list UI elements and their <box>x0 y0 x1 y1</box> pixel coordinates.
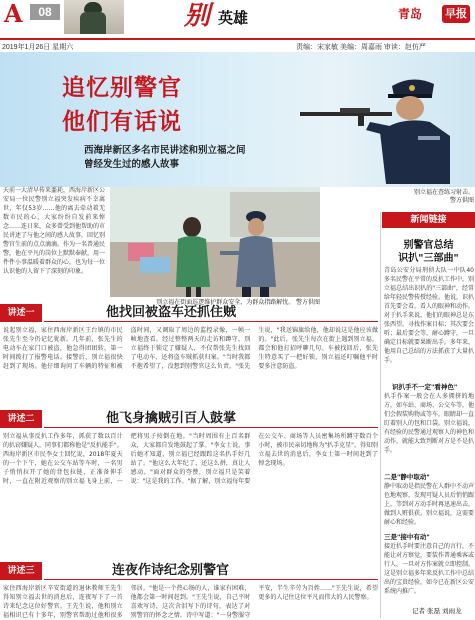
section-1-body: 说起别立福，家住西海岸新区王台镇的市民张先生至今仍记忆犹新。几年前，张先生的电动车在家门口被盗，他急得团团转，第一时间拨打了报警电话。接警后，别立福很快赶到了现场。他仔细询问了车辆的特征和被盗时间，又调取了周边的监控录像，一帧一帧地查看。经过整整两天的走访和蹲守，别立福终于锁定了嫌疑人，不仅帮张先生找回了电动车，还将盗车贼抓获归案。"当时我都不抱希望了，没想到别警官这么负责。"张先生说，"我送锦旗给他，他却说这是他应该做的。"此后，张先生每次在街上遇到别立福，都会和他打招呼聊几句。车被找回后，张先生特意买了一把好锁，别立福还叮嘱他平时要多注意防盗。 <box>3 327 378 370</box>
section-1-header <box>0 304 378 322</box>
page-number: 08 <box>30 4 60 20</box>
column-title-main: 别 <box>184 1 211 31</box>
sidebar-para-1: 扒手作案一般会在人多拥挤的地方，如车站、商场、公交车等，他们会假装购物或等车，眼睛却一直盯着别人的包和口袋。别立福说，有经验的民警通过观察人的神色和动作，就能大致判断对方是不是扒手。 <box>384 393 474 454</box>
headline-line-2: 他们有话说 <box>62 108 182 135</box>
street-photo-caption-text: 别立福在街面巡逻维护群众安全，为群众指路解忧。 <box>156 300 295 306</box>
sidebar-sub-2: 二是"静中取动" <box>384 473 430 481</box>
section-2-label: 讲述二 <box>0 410 42 428</box>
police-shooting-photo <box>300 72 450 184</box>
section-3-header <box>0 562 378 580</box>
subhead-line-1: 西海岸新区多名市民讲述和别立福之间 <box>84 145 246 156</box>
header-soldier-photo <box>64 0 124 34</box>
street-patrol-photo <box>110 187 320 297</box>
editor-line: 责编：宋家敏 美编：周嘉雨 审读：赵仿严 <box>296 44 426 51</box>
section-3-title: 连夜作诗纪念别警官 <box>112 563 230 578</box>
hero-banner <box>0 52 475 187</box>
lead-paragraph: 天前一大清早传来噩耗，西海岸新区公安局一位民警别立福突发疾病不幸离世，年仅53岁……他的离去牵动着无数市民的心，大家纷纷自发前来悼念……连日来，众多曾受到他帮助的市民讲述了与他之间的感人故事，回忆别警官生前的点点滴滴。作为一名普通民警，他在平凡的岗位上默默奉献，用一件件小事温暖着群众的心，也为每一位认识他的人留下了深刻的印象。 <box>3 187 105 275</box>
sidebar-para-2: 静中取动是指民警在人群中不动声色地观察，发现可疑人员后悄悄跟上，等到对方动手时再迅速出击，做到人赃俱获。别立福说，这需要耐心和经验。 <box>384 483 474 526</box>
section-letter: A <box>4 0 23 28</box>
column-title <box>184 2 284 30</box>
street-patrol-photo-art <box>110 187 320 297</box>
sidebar-reporter: 记者 张磊 刘雨龙 <box>412 607 462 615</box>
news-link-sidebar <box>382 212 475 620</box>
headline-line-1: 追忆别警官 <box>62 74 182 101</box>
section-1-title: 他找回被盗车还抓住贼 <box>106 305 237 320</box>
section-2-body: 别立福从事反扒工作多年，抓获了数以百计的扒窃嫌疑人，同事们都称他是"反扒能手"。西海岸新区市民李女士回忆说，2018年夏天的一个下午，她在公交车站等车时，一名男子悄悄拉开了她的背包拉链，正准备伸手时，一直在附近观察的别立福飞身上前，一把将男子按倒在地。"当时周围有上百名群众，大家都自发地鼓起了掌。"李女士说，事后她才知道，别立福已经跟踪这名扒手好几站了。"他这么大年纪了，还这么拼，真让人感动。"面对群众的夸赞，别立福只是笑着说："这是我的工作。"据了解，别立福每年要在公交车、商场等人员密集场所蹲守数百个小时，被市民亲切地称为"扒手克星"。得知别立福去世的消息后，李女士第一时间赶到了悼念现场。 <box>3 433 378 485</box>
header-rule <box>0 38 475 40</box>
column-title-sub: 英雄 <box>218 9 249 27</box>
sidebar-title-line-2: 识扒"三部曲" <box>398 253 459 264</box>
section-2-header <box>0 410 378 428</box>
hero-photo-credit: 警方供图 <box>449 198 474 204</box>
page-header <box>0 0 475 36</box>
subhead-line-2: 曾经发生过的感人故事 <box>84 159 180 170</box>
sidebar-divider <box>380 212 381 618</box>
sidebar-intro: 青岛公安分局刑侦大队一中队40多名民警在平常的反扒工作中，别立福总结出识扒的"三部曲"，经常给年轻民警传授经验。他说，识扒首先要会看，看人的眼神和动作。对于扒手来说，他们的眼神总是东张西望，寻找作案目标；其次要会听；最后要会等，耐心蹲守，一旦确定目标就要果断出手。多年来，他用自己总结的方法抓获了大量扒手。 <box>384 267 474 364</box>
section-2-title: 他飞身擒贼引百人鼓掌 <box>106 411 237 426</box>
news-link-tag: 新闻链接 <box>382 212 475 228</box>
brand-badge: 早报 <box>442 5 470 23</box>
hero-photo-caption-text: 别立福在查练习射击。 <box>413 190 474 196</box>
section-3-body: 家住西海岸新区辛安街道的退休教师王先生得知别立福去世的消息后，连夜写下了一首诗来纪念这位好警官。王先生说，他和别立福相识已有十多年，别警官帮助过他和很多邻居。"他是一个热心肠的人，谁家有困难，他都会第一时间赶到。"王先生说，自己平时喜欢写诗，这次含泪写下的诗句，表达了对别警官的怀念之情。诗中写道："一身警服守平安，半生辛劳为百姓……"王先生说，希望更多的人记住这位平凡而伟大的人民警察。 <box>3 585 378 619</box>
brand-logo <box>398 4 472 24</box>
section-3-label: 讲述三 <box>0 562 42 580</box>
sidebar-para-3: 接近扒手时要注意自己的言行，不能让对方察觉，要装作普通乘客或行人，一旦对方作案就立即控制。这是别立福多年来反扒工作中总结出的宝贵经验，如今已在新区公安系统内推广。 <box>384 543 474 595</box>
section-1-label: 讲述一 <box>0 304 42 322</box>
hero-photo-caption <box>398 189 474 205</box>
sidebar-sub-3: 三是"接中有动" <box>384 533 430 541</box>
sidebar-sub-1: 识扒手不一定"看神色" <box>392 383 458 391</box>
date-line: 2019年1月26日 星期六 <box>2 44 74 51</box>
brand-text: 青岛 <box>398 7 423 21</box>
sidebar-title-line-1: 别警官总结 <box>403 240 454 251</box>
street-photo-credit: 警方供图 <box>295 300 320 306</box>
